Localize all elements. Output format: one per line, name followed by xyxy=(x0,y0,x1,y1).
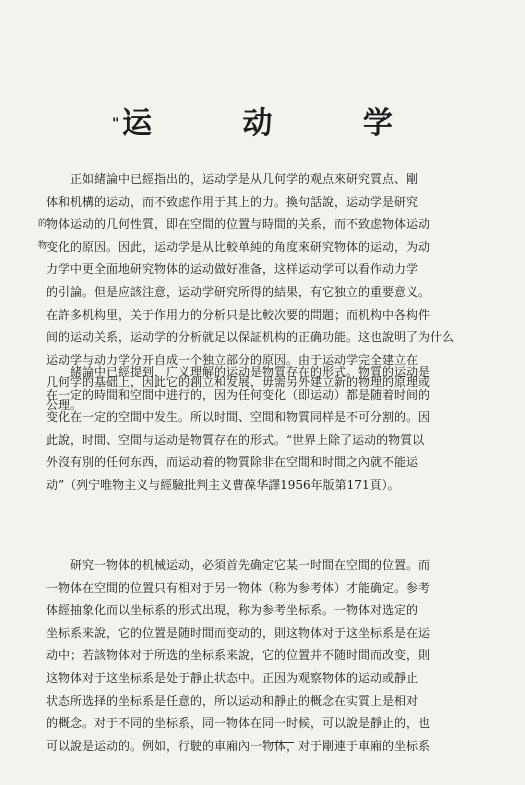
margin-note: 物 xyxy=(38,241,48,251)
text-line: 间的运动关系，运动学的分析就足以保証机构的正确功能。这也說明了为什么 xyxy=(46,330,455,345)
text-line: 可以說是运动的。例如，行駛的車廂內一物体，对于剛連于車廂的坐标系 xyxy=(46,738,431,753)
page-title: 运 动 学 xyxy=(122,106,433,141)
text-line: 变化的原因。因此，运动学是从比較单純的角度來研究物体的运动，为动 xyxy=(46,239,431,254)
text-line: 运动学与动力学分开自成一个独立部分的原因。由于运动学完全建立在 xyxy=(46,352,419,367)
text-line: 坐标系来說，它的位置是随时間而变动的，則这物体对于这坐标系是在运 xyxy=(46,625,431,640)
footer-dash xyxy=(272,742,294,743)
text-line: 这物体对于这坐标系是处于靜止状态中。正因为观察物体的运动或靜止 xyxy=(46,670,419,685)
text-line: 变化在一定的空間中发生。所以时間、空間和物質同样是不可分割的。因 xyxy=(46,410,431,425)
text-line: 研究一物体的机械运动，必須首先确定它某一时間在空間的位置。而 xyxy=(70,558,431,572)
text-line: 力学中更全面地研究物体的运动做好准备，这样运动学可以看作动力学 xyxy=(46,262,419,277)
text-line: 体經抽象化而以坐标系的形式出現，称为参考坐标系。一物体对选定的 xyxy=(46,603,419,618)
text-line: 一物体在空間的位置只有相对于另一物体（称为参考体）才能确定。参考 xyxy=(46,580,431,595)
text-line: 几何学的基础上，因此它的創立和发展，毋需另外建立新的物理的原理或 xyxy=(46,375,431,390)
text-line: 动”（列宁唯物主义与經驗批判主义曹葆华譯1956年版第171頁）。 xyxy=(46,477,400,492)
text-line: 在一定的時間和空間中进行的，因为任何变化（即运动）都是随着时间的 xyxy=(46,387,431,402)
text-line: 物体运动的几何性質，即在空間的位置与時間的关系，而不致虑物体运动 xyxy=(46,217,431,232)
text-line: 正如緒論中已經指出的，运动学是从几何学的观点來研究質点、剛 xyxy=(70,172,419,186)
text-line: 的概念。对于不同的坐标系，同一物体在同一时候，可以說是靜止的，也 xyxy=(46,716,431,731)
text-line: 体和机構的运动，而不致虑作用于其上的力。換句話說，运动学是研究 xyxy=(46,194,419,209)
margin-mark: " xyxy=(112,116,120,132)
text-line: 緒論中已經提到，广义理解的运动是物質存在的形式。物質的运动是 xyxy=(70,365,431,379)
margin-note: 的 xyxy=(38,219,48,229)
text-line: 状态所选择的坐标系是任意的，所以运动和靜止的概念在实質上是相对 xyxy=(46,693,419,708)
text-line: 动中；若該物体对于所选的坐标系来說，它的位置并不随时間而改变，則 xyxy=(46,648,431,663)
text-line: 公理。 xyxy=(46,397,83,412)
text-line: 在許多机构里，关于作用力的分析只是比較次要的問題；而机构中各构件 xyxy=(46,307,431,322)
text-line: 的引論。但是应該注意，运动学研究所得的結果，有它独立的重要意义。 xyxy=(46,284,431,299)
paragraph-2 xyxy=(46,361,458,497)
text-line: 此說，时間、空間与运动是物質存在的形式。“世界上除了运动的物質以 xyxy=(46,432,425,447)
text-line: 外沒有別的任何东西，而运动着的物質除非在空間和时間之內就不能运 xyxy=(46,455,419,470)
paragraph-3 xyxy=(46,554,458,757)
